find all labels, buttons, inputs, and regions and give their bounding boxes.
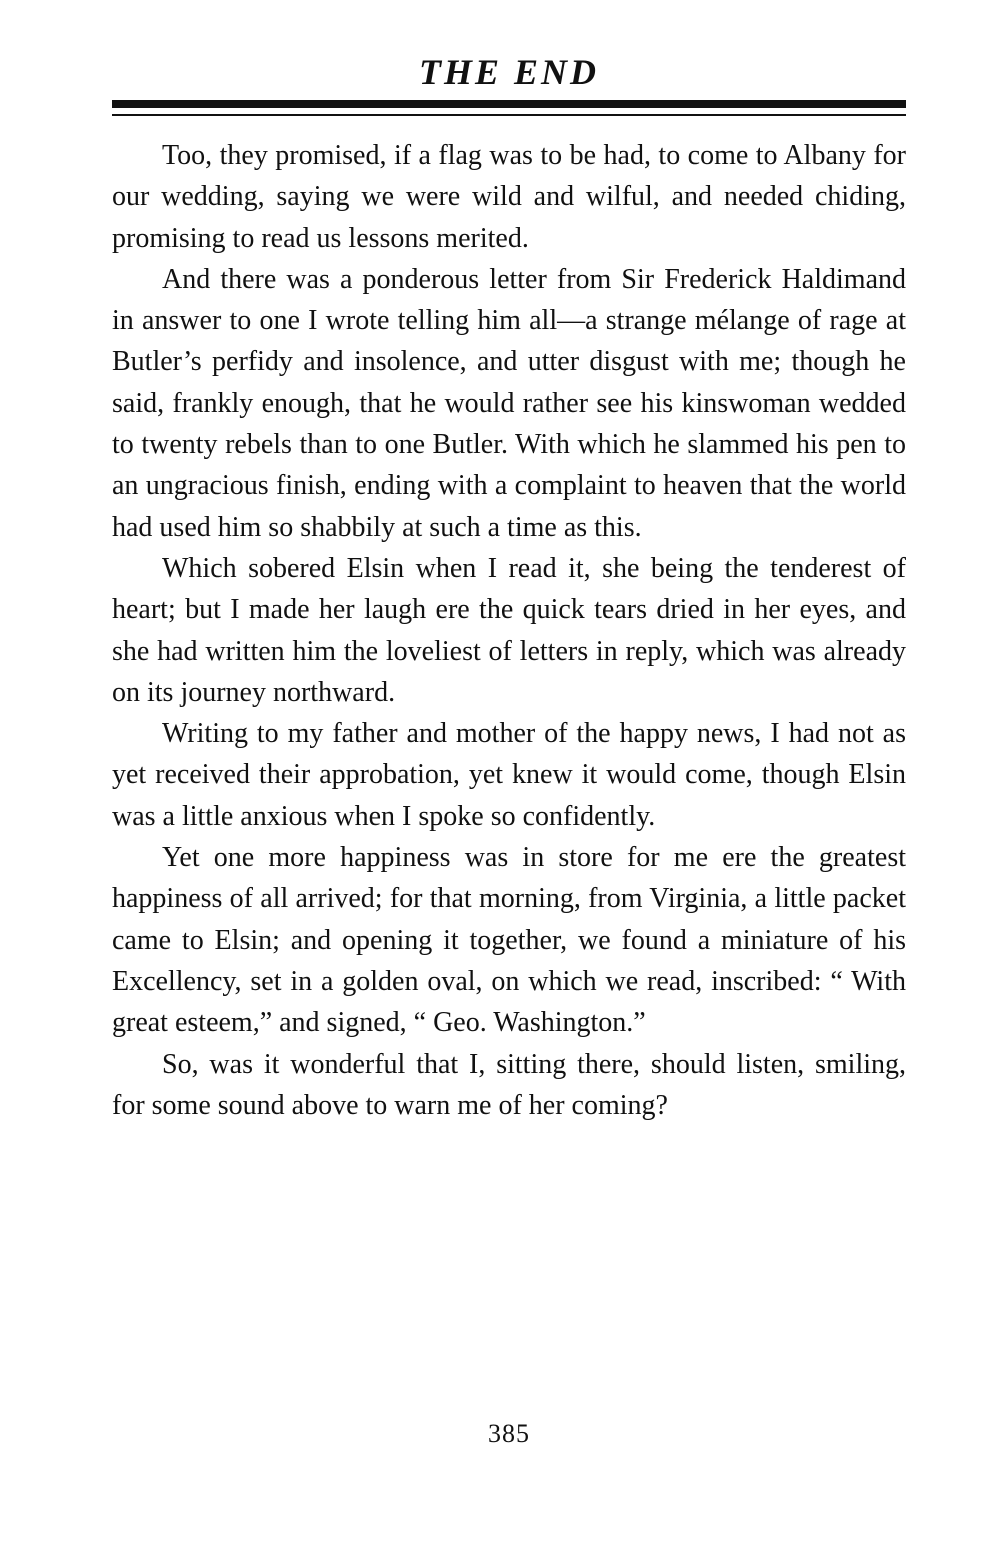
paragraph: And there was a ponderous letter from Sir Frederick Haldimand in answer to one I wrote telling him all—a strange mélange of rage at Butler’s perfidy and insolence, and utter disgust with me; though he said, frankly enough, that he would rather see his kinswoman wedded to twenty rebels than to one Butler. With which he slammed his pen to an ungracious finish, ending with a complaint to heaven that the world had used him so shabbily at such a time as this. <box>112 263 906 543</box>
body-text <box>112 135 906 1126</box>
paragraph: Writing to my father and mother of the happy news, I had not as yet received their approbation, yet knew it would come, though Elsin was a little anxious when I spoke so confidently. <box>112 718 906 832</box>
header-rule-thick <box>112 100 906 108</box>
book-page <box>112 0 906 1554</box>
paragraph: Which sobered Elsin when I read it, she being the tenderest of heart; but I made her laugh ere the quick tears dried in her eyes, and she had written him the loveliest of letters in reply, which was already on its journey northward. <box>112 552 906 708</box>
paragraph: Too, they promised, if a flag was to be had, to come to Albany for our wedding, saying we were wild and wilful, and needed chiding, promising to read us lessons merited. <box>112 140 906 254</box>
page-number: 385 <box>488 1419 530 1448</box>
header-rule-thin <box>112 114 906 116</box>
paragraph: Yet one more happiness was in store for me ere the greatest happiness of all arrived; for that morning, from Virginia, a little packet came to Elsin; and opening it together, we found a miniature of his Excellency, set in a golden oval, on which we read, inscribed: “ With great esteem,” and signed, “ Geo. Washington.” <box>112 842 906 1039</box>
running-head: THE END <box>418 52 599 92</box>
paragraph: So, was it wonderful that I, sitting there, should listen, smiling, for some sound above to warn me of her coming? <box>112 1048 906 1121</box>
